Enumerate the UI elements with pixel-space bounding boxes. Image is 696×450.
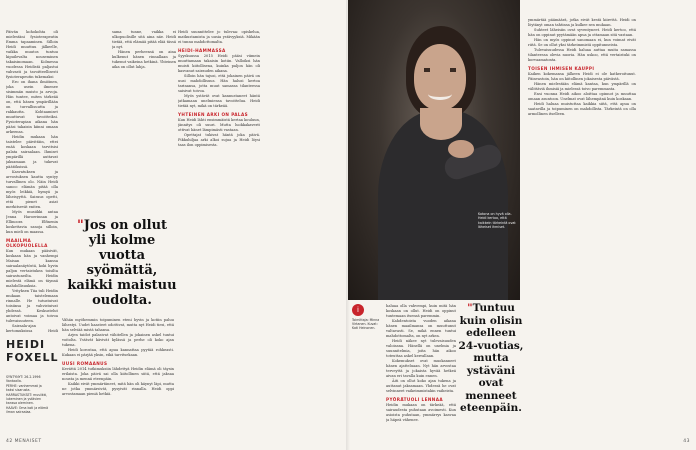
paragraph: Heidin mukaan on tärkeää, että sairaudesta puhutaan avoimesti. Kun asioista puhutaan, ymmärrys kasvaa ja häpeä vähenee. [386,403,456,422]
paragraph: Myös musiikki antaa Jenna Haroerinnan ja Ellinoora Elfinenin koskettavia sanoja silloin, kun mieli on maassa. [6,210,58,234]
paragraph: sama tunne, vaikka ei ulkopuolisille sitä aina näe. Heidi tietää, että elämää pitää elää tässä ja nyt. [112,30,176,49]
left-column-1 [6,30,58,332]
paragraph: Vähän myöhemmin toipuminen eteni hyvin ja kotiin paluu lähestyi. Uudet haasteet odottivat, mutta nyt Heidi tiesi, että hän selviää mistä tahansa. [62,318,174,332]
paragraph: Ero on ihana ilmiöinen, joka usein ilmenee sisimmän muisto ja arvoja. Hän tuntee, miten tärkeää on, että hänen ympärillään on turvallisuutta ja rakkautta. Kohtaamiset muuttuvat tavoitteiksi. Fysioterapian aikana hän pääsi takaisin kiinni omaan arkeensa. [6,80,58,134]
paragraph: Heidi haluaa muistuttaa kaikkia siitä, että apua on saatavilla ja toipuminen on mahdollista. Tärkeintä on olla armollinen itselleen. [528,102,636,116]
section-heading: PYÖRÄTUOLI LENNAA [386,397,443,402]
paragraph: Kevättä 2014 tutkimuksiin lähdettyä Heidin elämä oli täysin erilaista. Joka päivä sai olla kiitollinen siitä, että jaksaa nousta ja mennä eteenpäin. [62,367,174,381]
profile-info-box [6,375,50,415]
section-heading: YHTEINEN ARKI ON PALAS [178,112,249,117]
paragraph: Hänen mielestään elämä kantaa, kun ympärillä on välittäviä ihmisiä ja mielessä toivo paremmasta. [528,82,636,91]
quote-mark-icon: " [467,302,473,314]
photo-face [414,44,466,110]
paragraph: Heidi suunnittelee jo tulevaa: opiskelua, matkustamista ja uusia ystävyyksiä. Mikään ei tunnu mahdottomalta. [178,30,260,44]
paragraph: Hänen perheensä on aina kulkenut hänen rinnallaan ja tukenut vaikeina hetkinä. Yhteinen aika on ollut lahja. [112,50,176,69]
profile-last-name: FOXELL [6,351,59,364]
profile-first-name: HEIDI [6,338,46,351]
photo-smile [428,88,452,100]
info-line: PERHE: vanhemmat ja kaksi sisarusta. [6,383,42,393]
photo-neck [420,108,462,140]
paragraph: Heidi korostaa, että apua kannattaa pyytää rohkeasti. Kukaan ei pärjää yksin, eikä tarvitsekaan. [62,348,174,357]
paragraph: Opettajat tukivat häntä joka päivä. Pikkuhiljaa arki alkoi sujua ja Heidi löysi taas ilon oppimisesta. [178,133,260,147]
pull-quote-text: Tuntuu kuin olisin edelleen 24-vuotias, mutta ystäväni ovat menneet eteenpäin. [458,302,524,414]
left-column-3 [178,30,260,436]
right-column-2 [528,18,636,438]
profile-name [6,338,59,364]
paragraph: Kokemukset ovat muokanneet hänen ajatteluaan. Nyt hän arvostaa terveyttä ja jokaista hyvää hetkeä aivan eri tavalla kuin ennen. [386,359,456,378]
section-heading: MAAILMA OLKOPUOLELLA [6,238,48,248]
left-column-2-top [112,30,176,212]
paragraph: Sairaala-ajan kertomuksissa Heidi [6,324,58,332]
paragraph: Kaiken kokemansa jälkeen Heidi ei ole katkeroitunut. Päinvastoin, hän on kiitollinen jokaisesta päivästä. [528,72,636,81]
info-line: SYNTYNYT: 26.2.1996 [6,375,41,379]
info-line: HARRASTUKSET: musiikki, lukeminen ja ystävien kanssa oleminen. [6,392,48,406]
right-column-1 [386,304,456,440]
portrait-photo [348,0,520,300]
paragraph: Heidi näkee nyt tulevaisuuden valoisana. Hänellä on unelmia ja suunnitelmia, joita hän aikoo toteuttaa askel kerrallaan. [386,339,456,358]
paragraph: Arjen taidot palasivat vähitellen ja jokainen askel tuntui voitolta. Ystävät kävivät kylässä ja perhe oli koko ajan tukena. [62,333,174,347]
quote-mark-icon: " [76,218,84,233]
paragraph: Myös ystävät ovat kannustaneet häntä jatkamaan unelmiensa tavoittelua. Heidi tietää nyt, mikä on tärkeää. [178,94,260,108]
pull-quote-text: Jos on ollut yli kolme vuotta syömättä, kaikki maistuu oudolta. [67,218,177,308]
pull-quote [66,218,178,308]
section-heading: HEIDI-HAMMASSA [178,48,226,53]
paragraph: Ensi vuonna Heidi aikoo aloittaa opinnot ja muuttaa omaan asuntoon. Unelmat ovat lähempänä kuin koskaan. [528,92,636,101]
credit-text: Toimittaja: Minna Virtanen. Kuvat: Kati Heinonen. [352,318,380,331]
photo-caption: Kotona on hyvä olla. Heidi kertoo, että kaikkein tärkeintä ovat läheiset ihmiset. [478,212,516,229]
section-heading: UUSI ROMAANUS [62,361,108,366]
paragraph: Heidin mukaan hän taistelee päivittäin, ettei enää koskaan tarvitsisi palata sairaalaan. Ihmiset ympärillä auttavat jaksamaan ja tukevat päätöksissä. [6,135,58,169]
photo-hand [448,140,474,158]
paragraph: Silloin hän tajusi, että jokainen päivä on uusi mahdollisuus. Hän halusi kertoa tarinansa, jotta muut samassa tilanteessa saisivat toivoa. [178,74,260,93]
right-page [348,0,696,450]
left-column-2 [62,318,174,438]
paragraph: Kasvatuksen ja arvostuksen kautta syntyy turvallinen olo. Näin Heidi sanoo: elämän pitää olla myös leikkiä, hymyä ja läheisyyttä. Sairaus opetti, että pienet asiat merkitsevät eniten. [6,170,58,209]
paragraph: Kahdentoista vuoden aikana hänen maailmansa on muuttunut valtavasti. Se, mikä ennen tuntui mahdottomalta, on nyt arkea. [386,319,456,338]
info-line: HAAVE: Oma koti ja elämä ilman sairaalaa. [6,405,49,415]
paragraph: Tulevaisuudessa Heidi haluaa auttaa muita samassa tilanteessa olevia nuoria. Hän uskoo, että vertaistuki on korvaamatonta. [528,48,636,62]
paragraph: Äiti on ollut koko ajan tukena ja auttanut jaksamaan. Yhdessä he ovat selvinneet vaikeimmistakin vaiheista. [386,379,456,393]
page-footer-right: 43 [683,439,690,444]
page-footer-left: 42 MENAISET [6,439,42,444]
photo-credit [352,304,382,331]
paragraph: Kaikki eivät ymmärtäneet, mitä hän oli käynyt läpi, mutta ne jotka ymmärsivät, pysyivät rinnalla. Heidi oppi arvostamaan pieniä hetkiä. [62,382,174,396]
paragraph: Päivän kohokohta oli mielestäni fysioterapeutin Emma tapaaminen. Silloin Heidi muuttuu jälkeelle, vaikka muutos tuntuu kipuilevalta nouseminen takaisinomaan. Kolmessa vuodessa Heidistä paljastui vahvasti ja tavoitteellisesti fysioterapeutin tukemaksi [6,30,58,79]
paragraph: haluaa olla vahvempi, kuin mitä hän koskaan on ollut. Heidi on oppinut tuntemaan itsensä paremmin. [386,304,456,318]
paragraph: Syyskuussa 2015 Heidi pääsi viimein muuttamaan takaisin kotiin. Valloiksi hän muisti kiitollisena, kuinka paljon hän oli kasvanut sairauden aikana. [178,54,260,73]
pull-quote-right [458,302,524,415]
section-heading: TOISEN IHMISEN KAUPPI [528,66,595,71]
photo-eyes [424,68,456,72]
paragraph: Suhteet läheisiin ovat syventyneet. Heidi kertoo, että hän on oppinut pyytämään apua ja ottamaan sitä vastaan. [528,28,636,37]
paragraph: Kun mukaan pääsivät, koskaan hän ja vanhempi Maisan kanssa sairaalanäytöstä, koki hyvin paljon vertaistukea toisilta sairastuneilta. Heidin mielestä elämä on täynnä mahdollisuuksia. [6,249,58,288]
info-line: Vantaalla. [6,379,22,384]
page-gutter [346,0,350,450]
paragraph: Kun Heidi lähti ensimmäistä kertaa kouluun, jännitys oli suuri. Mutta luokkakaverit ottivat hänet lämpimästi vastaan. [178,118,260,132]
paragraph: Hän on myös oppinut sanomaan ei, kun voimat eivät riitä. Se on ollut yksi tärkeimmistä oppitunneista. [528,38,636,47]
info-icon: i [352,304,364,316]
paragraph: Yrityksen Tiia tuli Heidin mukaan taistelemaan rinnalle. He tutustuivat toisiinsa ja vahvistuivat yhdessä. Keskustelut antoivat voimaa ja toivoa tulevaisuuteen. [6,289,58,323]
paragraph: ymmärtää päämäärä, jotka eivät kestä kiirettä. Heidi on löytänyt oman tahtinsa ja kulkee sen mukaan. [528,18,636,27]
